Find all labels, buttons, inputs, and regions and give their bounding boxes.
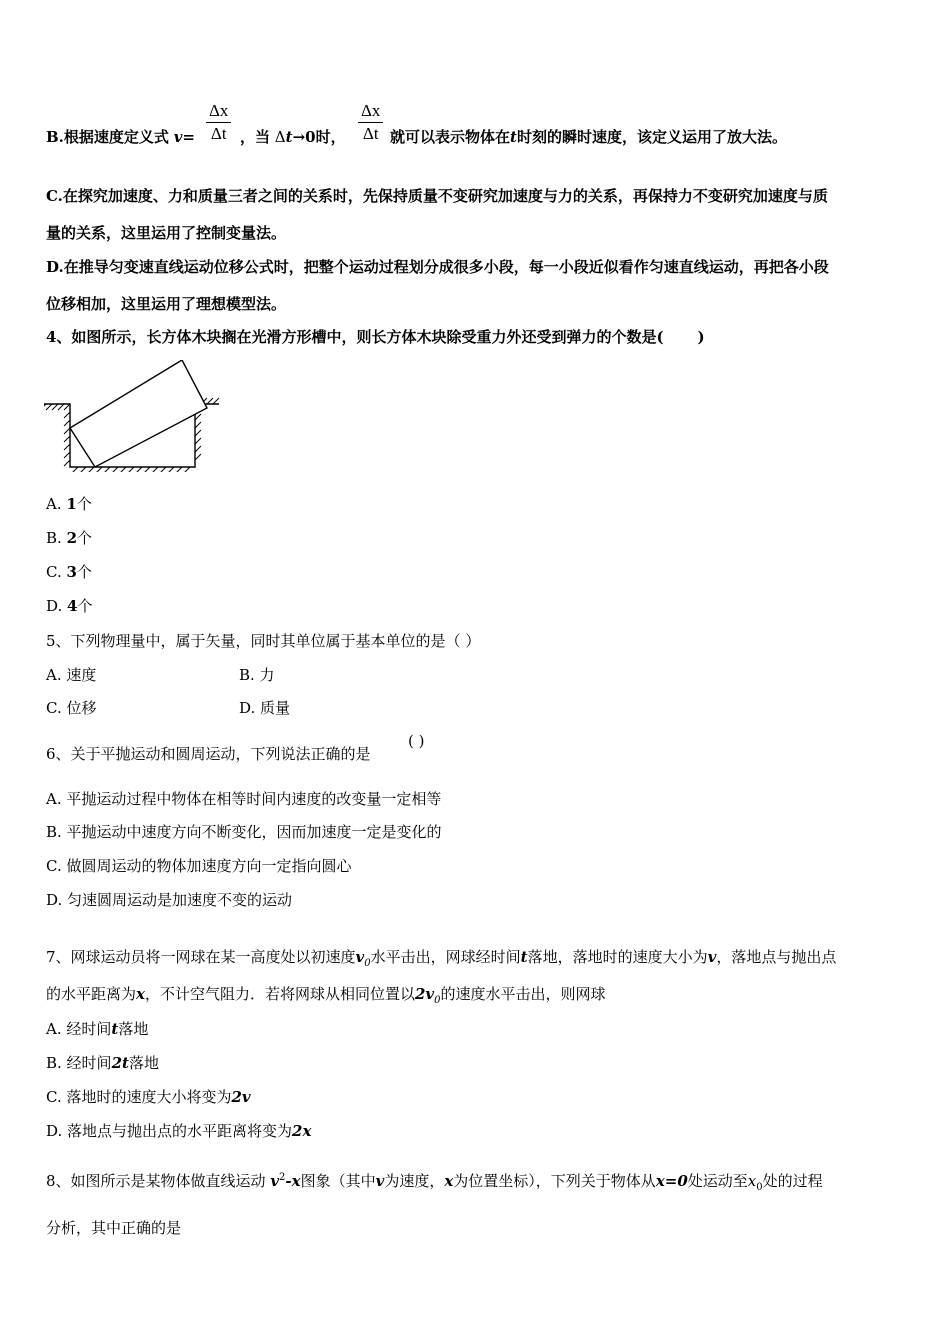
q8-stem-line2: 分析，其中正确的是 (46, 1219, 182, 1237)
q6-option-b: B. 平抛运动中速度方向不断变化，因而加速度一定是变化的 (46, 823, 442, 841)
option-label: B. (46, 128, 64, 146)
q8-stem-line1: 8、如图所示是某物体做直线运动 $v^2-x$图象（其中v为速度，x为位置坐标），下列关于物体从x=0处运动至$x_0$处的过程 (46, 1172, 823, 1193)
q7-stem-line1: 7、网球运动员将一网球在某一高度处以初速度$v_0$水平击出，网球经时间t落地，落地时的速度大小为v，落地点与抛出点 (46, 948, 837, 969)
q3-option-c-line2: 量的关系，这里运用了控制变量法。 (46, 224, 287, 242)
q7-option-c: C. 落地时的速度大小将变为2v (46, 1088, 251, 1106)
q6-paren: ( ) (408, 732, 425, 750)
q3-option-b: B.根据速度定义式 v= (46, 128, 195, 146)
q7-stem-line2: 的水平距离为x，不计空气阻力．若将网球从相同位置以$2v_0$的速度水平击出，则网球 (46, 985, 606, 1006)
q5-option-c: C. 位移 (46, 699, 97, 717)
q7-option-b: B. 经时间2t落地 (46, 1054, 159, 1072)
block-in-trough-diagram (44, 360, 224, 472)
q3-option-d-line2: 位移相加，这里运用了理想模型法。 (46, 295, 287, 313)
q4-option-a: A. 1个 (46, 495, 92, 513)
q6-option-c: C. 做圆周运动的物体加速度方向一定指向圆心 (46, 857, 352, 875)
q5-option-b: B. 力 (239, 666, 275, 684)
q6-option-a: A. 平抛运动过程中物体在相等时间内速度的改变量一定相等 (46, 790, 442, 808)
q3-option-c-line1: C.在探究加速度、力和质量三者之间的关系时，先保持质量不变研究加速度与力的关系，再保持力不变研究加速度与质 (46, 187, 828, 205)
q6-option-d: D. 匀速圆周运动是加速度不变的运动 (46, 891, 293, 909)
q5-option-d: D. 质量 (239, 699, 291, 717)
q4-stem: 4、如图所示，长方体木块搁在光滑方形槽中，则长方体木块除受重力外还受到弹力的个数是( ) (46, 328, 705, 346)
q5-stem: 5、下列物理量中，属于矢量，同时其单位属于基本单位的是（ ） (46, 632, 481, 650)
fraction-dx-dt-2: $\frac{\Delta x}{\Delta t}$ (358, 100, 383, 145)
q6-stem: 6、关于平抛运动和圆周运动，下列说法正确的是 (46, 745, 371, 763)
q7-option-a: A. 经时间t落地 (46, 1020, 149, 1038)
fraction-dx-dt: $\frac{\Delta x}{\Delta t}$ (206, 100, 231, 145)
q5-option-a: A. 速度 (46, 666, 97, 684)
q4-option-d: D. 4个 (46, 597, 93, 615)
q3-option-d-line1: D.在推导匀变速直线运动位移公式时，把整个运动过程划分成很多小段，每一小段近似看作匀速直线运动，再把各小段 (46, 258, 829, 276)
q4-option-c: C. 3个 (46, 563, 92, 581)
q4-option-b: B. 2个 (46, 529, 93, 547)
q3-option-b-end: 就可以表示物体在t时刻的瞬时速度，该定义运用了放大法。 (390, 128, 787, 146)
q3-option-b-mid: ，当 Δt→0时， (240, 128, 346, 146)
q7-option-d: D. 落地点与抛出点的水平距离将变为2x (46, 1122, 312, 1140)
